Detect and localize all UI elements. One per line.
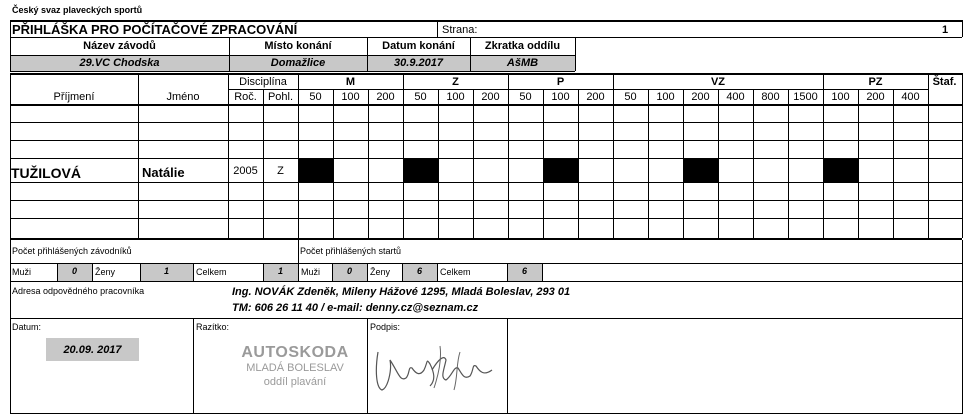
event-date-value: 30.9.2017: [394, 57, 443, 69]
sex-header: Pohl.: [267, 91, 294, 103]
stamp-label: Razítko:: [196, 322, 230, 332]
starts-women-label: Ženy: [370, 267, 391, 277]
responsible-label: Adresa odpovědného pracovníka: [12, 286, 145, 296]
club-code-value: AšMB: [506, 57, 539, 69]
distance-header-VZ-50: 50: [624, 91, 637, 103]
event-date-header: Datum konání: [382, 40, 455, 52]
swimmer-year: 2005: [233, 165, 258, 177]
page-label: Strana:: [442, 24, 478, 36]
event-name-value: 29.VC Chodska: [79, 57, 160, 69]
starts-total-label: Celkem: [440, 267, 471, 277]
distance-header-PZ-400: 400: [901, 91, 920, 103]
relay-header: Štaf.: [932, 76, 957, 88]
starts-total-value: 6: [521, 266, 527, 276]
signature-label: Podpis:: [370, 322, 401, 332]
swimmers-men-value: 0: [71, 266, 77, 276]
distance-header-M-200: 200: [376, 91, 395, 103]
event-place-header: Místo konání: [264, 40, 332, 52]
entry-mark-M-50: [298, 158, 334, 182]
swimmers-count-label: Počet přihlášených závodníků: [12, 246, 132, 256]
stroke-header-Z: Z: [452, 76, 459, 88]
starts-men-value: 0: [346, 266, 352, 276]
entry-mark-Z-50: [403, 158, 439, 182]
swimmers-women-label: Ženy: [95, 267, 116, 277]
entry-mark-PZ-100: [823, 158, 859, 182]
distance-header-P-100: 100: [551, 91, 570, 103]
stroke-header-P: P: [556, 76, 565, 88]
entry-mark-VZ-200: [683, 158, 719, 182]
swimmers-total-label: Celkem: [196, 267, 227, 277]
distance-header-PZ-200: 200: [866, 91, 885, 103]
stroke-header-PZ: PZ: [868, 76, 883, 88]
distance-header-Z-50: 50: [414, 91, 427, 103]
distance-header-P-50: 50: [519, 91, 532, 103]
distance-header-M-100: 100: [341, 91, 360, 103]
date-value: 20.09. 2017: [63, 344, 122, 356]
distance-header-VZ-800: 800: [761, 91, 780, 103]
distance-header-VZ-400: 400: [726, 91, 745, 103]
form-title: PŘIHLÁŠKA PRO POČÍTAČOVÉ ZPRACOVÁNÍ: [12, 22, 298, 37]
club-code-header: Zkratka oddílu: [484, 40, 561, 52]
event-place-value: Domažlice: [270, 57, 326, 69]
year-header: Roč.: [234, 91, 257, 103]
responsible-address: Ing. NOVÁK Zdeněk, Mileny Hážové 1295, Mladá Boleslav, 293 01: [232, 286, 571, 298]
swimmer-firstname: Natálie: [142, 165, 185, 180]
distance-header-P-200: 200: [586, 91, 605, 103]
distance-header-VZ-100: 100: [656, 91, 675, 103]
swimmers-women-value: 1: [163, 266, 169, 276]
firstname-header: Jméno: [166, 91, 200, 103]
distance-header-Z-100: 100: [446, 91, 465, 103]
surname-header: Příjmení: [53, 91, 95, 103]
swimmers-men-label: Muži: [12, 267, 32, 277]
organization-name: Český svaz plaveckých sportů: [12, 5, 143, 15]
swimmers-total-value: 1: [277, 266, 283, 276]
starts-women-value: 6: [416, 266, 422, 276]
distance-header-VZ-200: 200: [691, 91, 710, 103]
distance-header-Z-200: 200: [481, 91, 500, 103]
stroke-header-M: M: [345, 76, 356, 88]
date-label: Datum:: [12, 322, 42, 332]
distance-header-VZ-1500: 1500: [793, 91, 818, 103]
distance-header-PZ-100: 100: [831, 91, 850, 103]
distance-header-M-50: 50: [309, 91, 322, 103]
starts-count-label: Počet přihlášených startů: [300, 246, 402, 256]
discipline-header: Disciplína: [239, 76, 287, 88]
swimmer-sex: Z: [277, 165, 284, 177]
starts-men-label: Muži: [301, 267, 321, 277]
signature: [370, 330, 500, 402]
page-number: 1: [942, 24, 949, 36]
entry-mark-P-100: [543, 158, 579, 182]
event-name-header: Název závodů: [83, 40, 156, 52]
stroke-header-VZ: VZ: [710, 76, 726, 88]
responsible-contact: TM: 606 26 11 40 / e-mail: denny.cz@seznam.cz: [232, 302, 479, 314]
